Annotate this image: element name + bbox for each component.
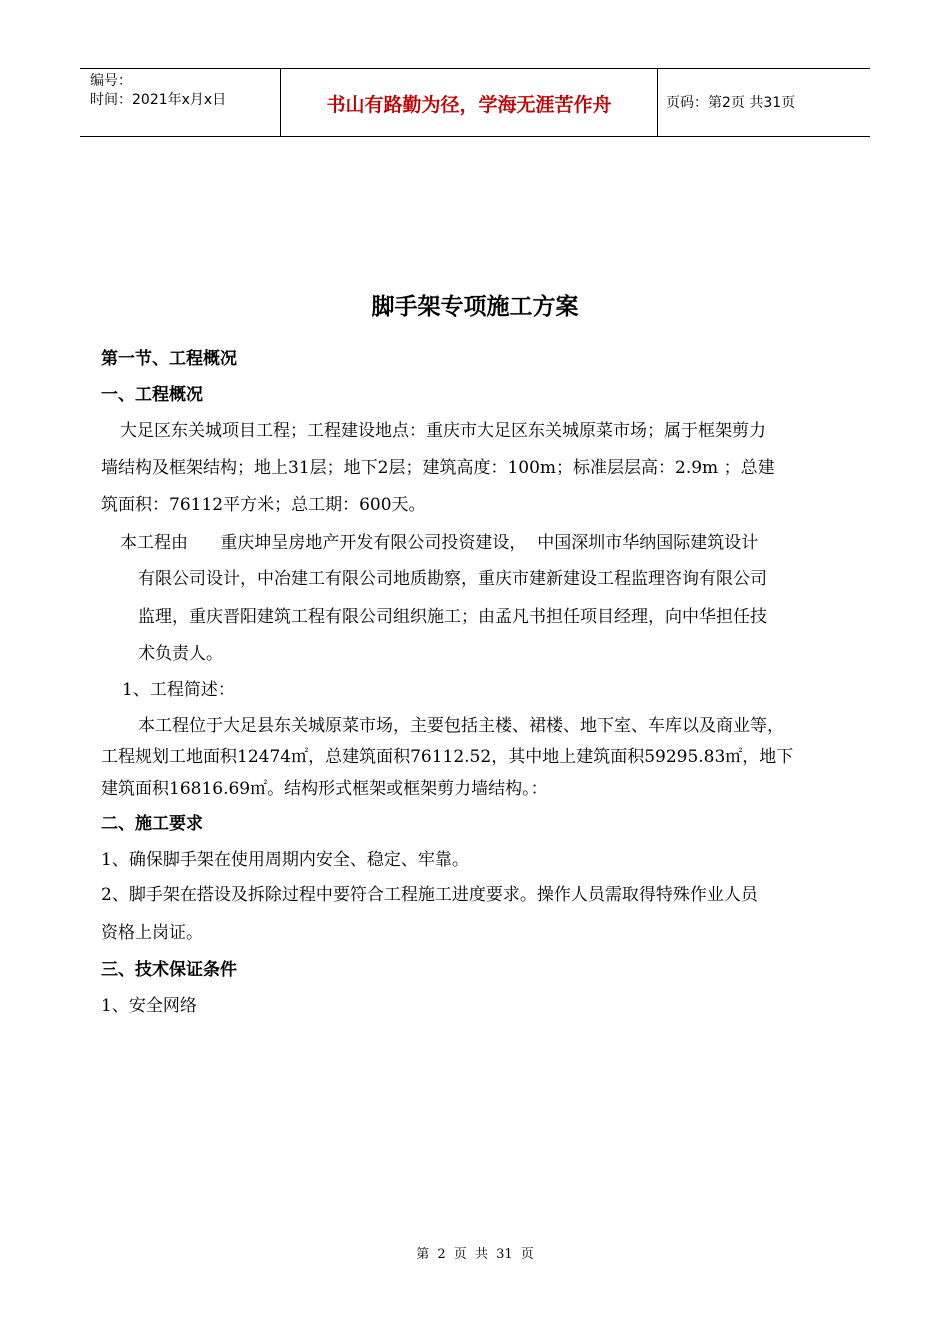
document-time-label: 时间：2021年x月x日 [90,92,227,108]
item-label-brief: 1、工程简述： [122,680,235,700]
brief-paragraph-line: 工程规划工地面积12474㎡，总建筑面积76112.52，其中地上建筑面积59295.83㎡，地下 [101,747,794,767]
parties-paragraph-line: 有限公司设计，中冶建工有限公司地质勘察，重庆市建新建设工程监理咨询有限公司 [138,569,767,589]
overview-paragraph-line: 大足区东关城项目工程；工程建设地点：重庆市大足区东关城原菜市场；属于框架剪力 [120,421,766,441]
header-meta-cell [80,69,281,136]
footer-text: 页 [520,1247,534,1262]
subsection-heading-overview: 一、工程概况 [101,385,203,405]
technical-item: 1、安全网络 [101,996,197,1016]
footer-total-pages: 31 [496,1247,513,1262]
subsection-heading-requirements: 二、施工要求 [101,814,203,834]
parties-paragraph-line: 术负责人。 [138,644,223,664]
subsection-heading-technical: 三、技术保证条件 [101,960,237,980]
parties-paragraph-line: 本工程由 重庆坤呈房地产开发有限公司投资建设， 中国深圳市华纳国际建筑设计 [120,533,759,553]
header-page-cell [658,69,870,136]
brief-paragraph-line: 本工程位于大足县东关城原菜市场，主要包括主楼、裙楼、地下室、车库以及商业等， [138,716,784,736]
overview-paragraph-line: 筑面积：76112平方米；总工期：600天。 [101,495,426,515]
footer-text: 共 [474,1247,488,1262]
overview-paragraph-line: 墙结构及框架结构；地上31层；地下2层；建筑高度：100m；标准层层高：2.9m ；总建 [101,458,775,478]
requirement-item: 1、确保脚手架在使用周期内安全、稳定、牢靠。 [101,850,469,870]
footer-text: 第 [416,1247,430,1262]
header-page-info: 页码：第2页 共31页 [666,95,796,111]
footer-text: 页 [453,1247,467,1262]
requirement-item: 2、脚手架在搭设及拆除过程中要符合工程施工进度要求。操作人员需取得特殊作业人员 [101,885,758,905]
requirement-item-continued: 资格上岗证。 [101,923,203,943]
brief-paragraph-line: 建筑面积16816.69㎡。结构形式框架或框架剪力墙结构。： [101,779,548,799]
document-title: 脚手架专项施工方案 [371,294,579,320]
header-motto-cell [281,69,658,136]
parties-paragraph-line: 监理，重庆晋阳建筑工程有限公司组织施工；由孟凡书担任项目经理，向中华担任技 [138,607,767,627]
page-header [80,68,870,137]
header-motto: 书山有路勤为径，学海无涯苦作舟 [326,94,612,116]
section-heading: 第一节、工程概况 [101,349,237,369]
document-number-label: 编号： [90,73,132,89]
page-footer [0,1246,950,1264]
footer-current-page: 2 [437,1247,446,1262]
